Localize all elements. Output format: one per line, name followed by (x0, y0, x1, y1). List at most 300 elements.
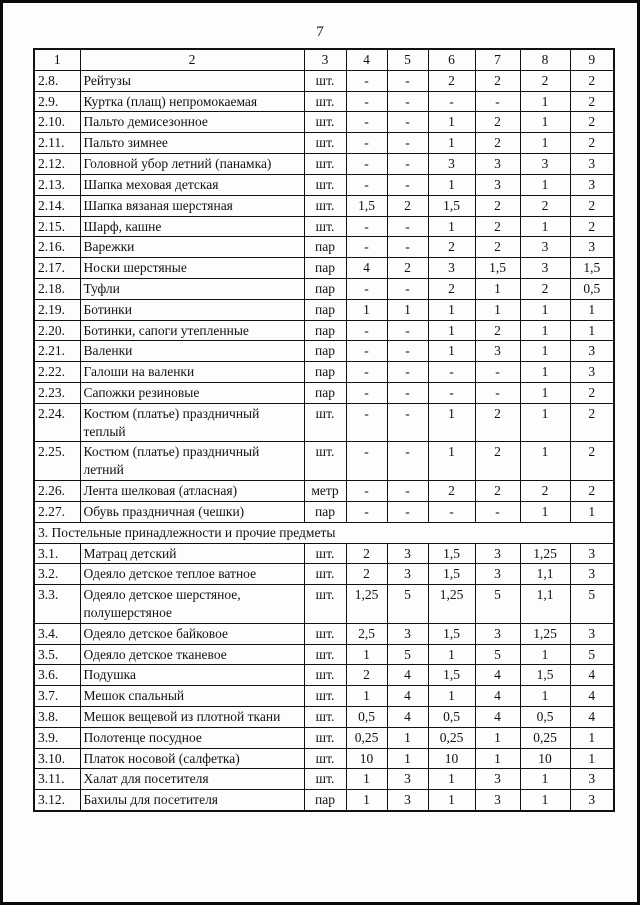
value-cell: 1 (570, 748, 614, 769)
table-row (34, 278, 614, 299)
value-cell: 4 (570, 707, 614, 728)
header-row (34, 49, 614, 70)
value-cell: 4 (475, 665, 520, 686)
value-cell: - (346, 362, 387, 383)
value-cell: 2 (475, 442, 520, 481)
value-cell: - (387, 481, 428, 502)
row-number-cell: 2.12. (34, 154, 80, 175)
value-cell: 0,25 (428, 727, 475, 748)
item-name-cell: Пальто зимнее (80, 133, 304, 154)
value-cell: 2 (520, 278, 570, 299)
value-cell: 4 (387, 665, 428, 686)
row-number-cell: 2.24. (34, 403, 80, 442)
table-row (34, 442, 614, 481)
table-row (34, 790, 614, 811)
unit-cell: пар (304, 299, 346, 320)
value-cell: 2 (570, 403, 614, 442)
value-cell: 3 (570, 623, 614, 644)
row-number-cell: 2.19. (34, 299, 80, 320)
value-cell: - (346, 91, 387, 112)
value-cell: 3 (428, 154, 475, 175)
value-cell: - (346, 278, 387, 299)
value-cell: 3 (570, 790, 614, 811)
item-name-cell: Варежки (80, 237, 304, 258)
value-cell: 1 (387, 727, 428, 748)
value-cell: 1 (475, 299, 520, 320)
item-name-cell: Костюм (платье) праздничный летний (80, 442, 304, 481)
value-cell: 3 (475, 790, 520, 811)
value-cell: 1 (346, 790, 387, 811)
value-cell: 1 (520, 383, 570, 404)
value-cell: 1 (428, 769, 475, 790)
unit-cell: шт. (304, 585, 346, 624)
value-cell: 1,1 (520, 585, 570, 624)
unit-cell: шт. (304, 686, 346, 707)
value-cell: 2 (475, 237, 520, 258)
value-cell: 3 (475, 341, 520, 362)
unit-cell: шт. (304, 133, 346, 154)
row-number-cell: 3.9. (34, 727, 80, 748)
unit-cell: шт. (304, 154, 346, 175)
value-cell: 2 (475, 133, 520, 154)
value-cell: - (387, 383, 428, 404)
unit-cell: пар (304, 383, 346, 404)
row-number-cell: 2.8. (34, 70, 80, 91)
table-row (34, 133, 614, 154)
value-cell: 1 (520, 320, 570, 341)
table-row (34, 237, 614, 258)
item-name-cell: Костюм (платье) праздничный теплый (80, 403, 304, 442)
value-cell: 1,1 (520, 564, 570, 585)
unit-cell: пар (304, 237, 346, 258)
value-cell: - (346, 133, 387, 154)
value-cell: 3 (387, 769, 428, 790)
value-cell: - (387, 403, 428, 442)
item-name-cell: Носки шерстяные (80, 258, 304, 279)
value-cell: 4 (475, 686, 520, 707)
value-cell: 1 (346, 644, 387, 665)
value-cell: 1 (520, 686, 570, 707)
value-cell: 5 (570, 585, 614, 624)
value-cell: - (387, 112, 428, 133)
row-number-cell: 3.1. (34, 543, 80, 564)
value-cell: 1 (387, 299, 428, 320)
value-cell: 1 (428, 112, 475, 133)
table-row (34, 585, 614, 624)
value-cell: - (387, 278, 428, 299)
item-name-cell: Сапожки резиновые (80, 383, 304, 404)
value-cell: 2 (520, 195, 570, 216)
value-cell: - (346, 481, 387, 502)
table-row (34, 195, 614, 216)
value-cell: 3 (520, 258, 570, 279)
item-name-cell: Подушка (80, 665, 304, 686)
value-cell: 3 (520, 154, 570, 175)
unit-cell: пар (304, 341, 346, 362)
item-name-cell: Халат для посетителя (80, 769, 304, 790)
row-number-cell: 2.9. (34, 91, 80, 112)
column-header-3: 3 (304, 49, 346, 70)
value-cell: - (387, 362, 428, 383)
row-number-cell: 3.2. (34, 564, 80, 585)
unit-cell: шт. (304, 112, 346, 133)
table-row (34, 216, 614, 237)
item-name-cell: Лента шелковая (атласная) (80, 481, 304, 502)
value-cell: - (387, 320, 428, 341)
row-number-cell: 3.12. (34, 790, 80, 811)
value-cell: 3 (475, 543, 520, 564)
value-cell: 2 (475, 70, 520, 91)
value-cell: 1 (428, 299, 475, 320)
table-row (34, 501, 614, 522)
value-cell: 2 (346, 543, 387, 564)
value-cell: 0,5 (570, 278, 614, 299)
value-cell: 4 (570, 686, 614, 707)
value-cell: - (346, 341, 387, 362)
value-cell: - (475, 501, 520, 522)
value-cell: 2 (428, 237, 475, 258)
value-cell: - (387, 442, 428, 481)
value-cell: 4 (475, 707, 520, 728)
value-cell: 2 (475, 320, 520, 341)
value-cell: 1,25 (428, 585, 475, 624)
value-cell: 4 (346, 258, 387, 279)
value-cell: 1 (428, 216, 475, 237)
value-cell: 1 (520, 403, 570, 442)
value-cell: - (346, 403, 387, 442)
value-cell: - (346, 112, 387, 133)
value-cell: 5 (570, 644, 614, 665)
value-cell: 1,5 (475, 258, 520, 279)
item-name-cell: Шапка вязаная шерстяная (80, 195, 304, 216)
value-cell: - (387, 216, 428, 237)
item-name-cell: Мешок спальный (80, 686, 304, 707)
page-number: 7 (316, 24, 324, 40)
value-cell: 1 (520, 341, 570, 362)
value-cell: 1 (475, 727, 520, 748)
value-cell: 1 (520, 790, 570, 811)
unit-cell: пар (304, 501, 346, 522)
value-cell: 2 (475, 195, 520, 216)
row-number-cell: 2.14. (34, 195, 80, 216)
item-name-cell: Ботинки (80, 299, 304, 320)
norms-table-header (34, 49, 614, 70)
row-number-cell: 3.8. (34, 707, 80, 728)
value-cell: 3 (475, 174, 520, 195)
item-name-cell: Платок носовой (салфетка) (80, 748, 304, 769)
value-cell: 3 (387, 543, 428, 564)
unit-cell: шт. (304, 623, 346, 644)
unit-cell: шт. (304, 727, 346, 748)
value-cell: 2 (475, 216, 520, 237)
item-name-cell: Шапка меховая детская (80, 174, 304, 195)
value-cell: 2 (570, 91, 614, 112)
value-cell: 1,25 (520, 623, 570, 644)
item-name-cell: Рейтузы (80, 70, 304, 91)
value-cell: 1 (428, 442, 475, 481)
row-number-cell: 3.5. (34, 644, 80, 665)
table-row (34, 112, 614, 133)
value-cell: 5 (387, 585, 428, 624)
value-cell: 2 (570, 216, 614, 237)
table-row (34, 665, 614, 686)
value-cell: 4 (387, 686, 428, 707)
row-number-cell: 2.18. (34, 278, 80, 299)
row-number-cell: 2.20. (34, 320, 80, 341)
section-row (34, 522, 614, 543)
item-name-cell: Головной убор летний (панамка) (80, 154, 304, 175)
value-cell: 1,25 (346, 585, 387, 624)
value-cell: 2 (570, 442, 614, 481)
table-row (34, 91, 614, 112)
value-cell: 1,5 (346, 195, 387, 216)
value-cell: - (387, 133, 428, 154)
table-row (34, 299, 614, 320)
value-cell: 3 (570, 174, 614, 195)
value-cell: 3 (428, 258, 475, 279)
value-cell: 1 (428, 174, 475, 195)
value-cell: 1 (475, 748, 520, 769)
value-cell: 3 (387, 564, 428, 585)
value-cell: 1,25 (520, 543, 570, 564)
value-cell: - (387, 70, 428, 91)
row-number-cell: 2.13. (34, 174, 80, 195)
value-cell: - (346, 442, 387, 481)
value-cell: 3 (475, 564, 520, 585)
row-number-cell: 2.26. (34, 481, 80, 502)
value-cell: 1,5 (428, 665, 475, 686)
unit-cell: пар (304, 362, 346, 383)
unit-cell: шт. (304, 442, 346, 481)
value-cell: - (428, 91, 475, 112)
value-cell: 3 (570, 341, 614, 362)
value-cell: - (387, 237, 428, 258)
table-row (34, 644, 614, 665)
table-row (34, 258, 614, 279)
value-cell: 1 (520, 442, 570, 481)
table-row (34, 543, 614, 564)
row-number-cell: 2.11. (34, 133, 80, 154)
value-cell: 1 (428, 341, 475, 362)
column-header-9: 9 (570, 49, 614, 70)
table-row (34, 481, 614, 502)
value-cell: 4 (570, 665, 614, 686)
item-name-cell: Галоши на валенки (80, 362, 304, 383)
value-cell: 1,5 (570, 258, 614, 279)
value-cell: 3 (475, 769, 520, 790)
row-number-cell: 2.16. (34, 237, 80, 258)
unit-cell: шт. (304, 769, 346, 790)
unit-cell: метр (304, 481, 346, 502)
unit-cell: шт. (304, 707, 346, 728)
row-number-cell: 2.17. (34, 258, 80, 279)
table-row (34, 623, 614, 644)
value-cell: 2 (475, 112, 520, 133)
value-cell: 2 (475, 403, 520, 442)
section-title: 3. Постельные принадлежности и прочие предметы (34, 522, 614, 543)
value-cell: 1 (570, 727, 614, 748)
value-cell: 1 (520, 644, 570, 665)
item-name-cell: Обувь праздничная (чешки) (80, 501, 304, 522)
value-cell: 2 (570, 70, 614, 91)
value-cell: - (346, 154, 387, 175)
value-cell: 1 (570, 299, 614, 320)
value-cell: 1 (520, 91, 570, 112)
unit-cell: шт. (304, 543, 346, 564)
value-cell: - (387, 501, 428, 522)
value-cell: 0,25 (346, 727, 387, 748)
unit-cell: пар (304, 278, 346, 299)
value-cell: - (428, 383, 475, 404)
table-row (34, 564, 614, 585)
value-cell: 2 (387, 258, 428, 279)
value-cell: 1 (520, 362, 570, 383)
item-name-cell: Ботинки, сапоги утепленные (80, 320, 304, 341)
value-cell: 1 (520, 174, 570, 195)
norms-table (33, 48, 615, 812)
value-cell: 2 (570, 383, 614, 404)
value-cell: 4 (387, 707, 428, 728)
value-cell: 1,5 (428, 623, 475, 644)
table-row (34, 383, 614, 404)
value-cell: 1,5 (428, 543, 475, 564)
unit-cell: шт. (304, 174, 346, 195)
value-cell: - (387, 154, 428, 175)
value-cell: 2 (520, 481, 570, 502)
value-cell: 0,5 (428, 707, 475, 728)
value-cell: 10 (428, 748, 475, 769)
value-cell: 1,5 (520, 665, 570, 686)
item-name-cell: Одеяло детское тканевое (80, 644, 304, 665)
unit-cell: шт. (304, 644, 346, 665)
table-row (34, 686, 614, 707)
value-cell: 3 (475, 623, 520, 644)
row-number-cell: 2.22. (34, 362, 80, 383)
row-number-cell: 3.6. (34, 665, 80, 686)
value-cell: 3 (570, 362, 614, 383)
value-cell: - (346, 174, 387, 195)
value-cell: 0,5 (520, 707, 570, 728)
value-cell: 2 (570, 112, 614, 133)
item-name-cell: Куртка (плащ) непромокаемая (80, 91, 304, 112)
row-number-cell: 2.15. (34, 216, 80, 237)
value-cell: 1,5 (428, 564, 475, 585)
value-cell: - (346, 320, 387, 341)
value-cell: 1 (346, 769, 387, 790)
value-cell: 2 (570, 133, 614, 154)
unit-cell: пар (304, 320, 346, 341)
row-number-cell: 2.25. (34, 442, 80, 481)
row-number-cell: 2.10. (34, 112, 80, 133)
value-cell: - (475, 362, 520, 383)
value-cell: 3 (570, 154, 614, 175)
value-cell: 1 (428, 644, 475, 665)
item-name-cell: Бахилы для посетителя (80, 790, 304, 811)
unit-cell: пар (304, 790, 346, 811)
item-name-cell: Одеяло детское шерстяное, полушерстяное (80, 585, 304, 624)
value-cell: 2 (428, 70, 475, 91)
value-cell: - (428, 501, 475, 522)
value-cell: 2 (570, 195, 614, 216)
item-name-cell: Туфли (80, 278, 304, 299)
table-row (34, 403, 614, 442)
value-cell: 1 (520, 769, 570, 790)
value-cell: 5 (475, 644, 520, 665)
table-row (34, 769, 614, 790)
value-cell: 2,5 (346, 623, 387, 644)
value-cell: 1,5 (428, 195, 475, 216)
value-cell: 0,5 (346, 707, 387, 728)
value-cell: - (387, 91, 428, 112)
unit-cell: шт. (304, 564, 346, 585)
item-name-cell: Шарф, кашне (80, 216, 304, 237)
item-name-cell: Полотенце посудное (80, 727, 304, 748)
value-cell: - (346, 383, 387, 404)
value-cell: 1 (346, 299, 387, 320)
value-cell: - (387, 174, 428, 195)
value-cell: 2 (428, 481, 475, 502)
row-number-cell: 3.10. (34, 748, 80, 769)
item-name-cell: Одеяло детское байковое (80, 623, 304, 644)
unit-cell: шт. (304, 70, 346, 91)
value-cell: 3 (570, 237, 614, 258)
value-cell: 0,25 (520, 727, 570, 748)
column-header-2: 2 (80, 49, 304, 70)
value-cell: 1 (387, 748, 428, 769)
table-row (34, 320, 614, 341)
value-cell: - (346, 501, 387, 522)
table-row (34, 341, 614, 362)
unit-cell: пар (304, 258, 346, 279)
table-row (34, 748, 614, 769)
row-number-cell: 2.21. (34, 341, 80, 362)
value-cell: - (346, 216, 387, 237)
value-cell: 5 (387, 644, 428, 665)
unit-cell: шт. (304, 665, 346, 686)
table-row (34, 727, 614, 748)
value-cell: - (475, 383, 520, 404)
row-number-cell: 3.7. (34, 686, 80, 707)
table-row (34, 707, 614, 728)
value-cell: 1 (475, 278, 520, 299)
value-cell: 1 (346, 686, 387, 707)
value-cell: 1 (520, 216, 570, 237)
value-cell: - (346, 237, 387, 258)
value-cell: - (387, 341, 428, 362)
value-cell: 2 (428, 278, 475, 299)
column-header-8: 8 (520, 49, 570, 70)
value-cell: 2 (520, 70, 570, 91)
value-cell: 5 (475, 585, 520, 624)
value-cell: 2 (570, 481, 614, 502)
row-number-cell: 2.23. (34, 383, 80, 404)
value-cell: 3 (520, 237, 570, 258)
table-row (34, 174, 614, 195)
value-cell: 1 (520, 112, 570, 133)
value-cell: 1 (520, 299, 570, 320)
value-cell: 3 (387, 623, 428, 644)
column-header-1: 1 (34, 49, 80, 70)
value-cell: 2 (346, 665, 387, 686)
value-cell: 1 (570, 320, 614, 341)
value-cell: - (346, 70, 387, 91)
value-cell: 1 (428, 790, 475, 811)
value-cell: 1 (428, 320, 475, 341)
item-name-cell: Одеяло детское теплое ватное (80, 564, 304, 585)
item-name-cell: Матрац детский (80, 543, 304, 564)
value-cell: 1 (428, 133, 475, 154)
value-cell: 1 (428, 403, 475, 442)
